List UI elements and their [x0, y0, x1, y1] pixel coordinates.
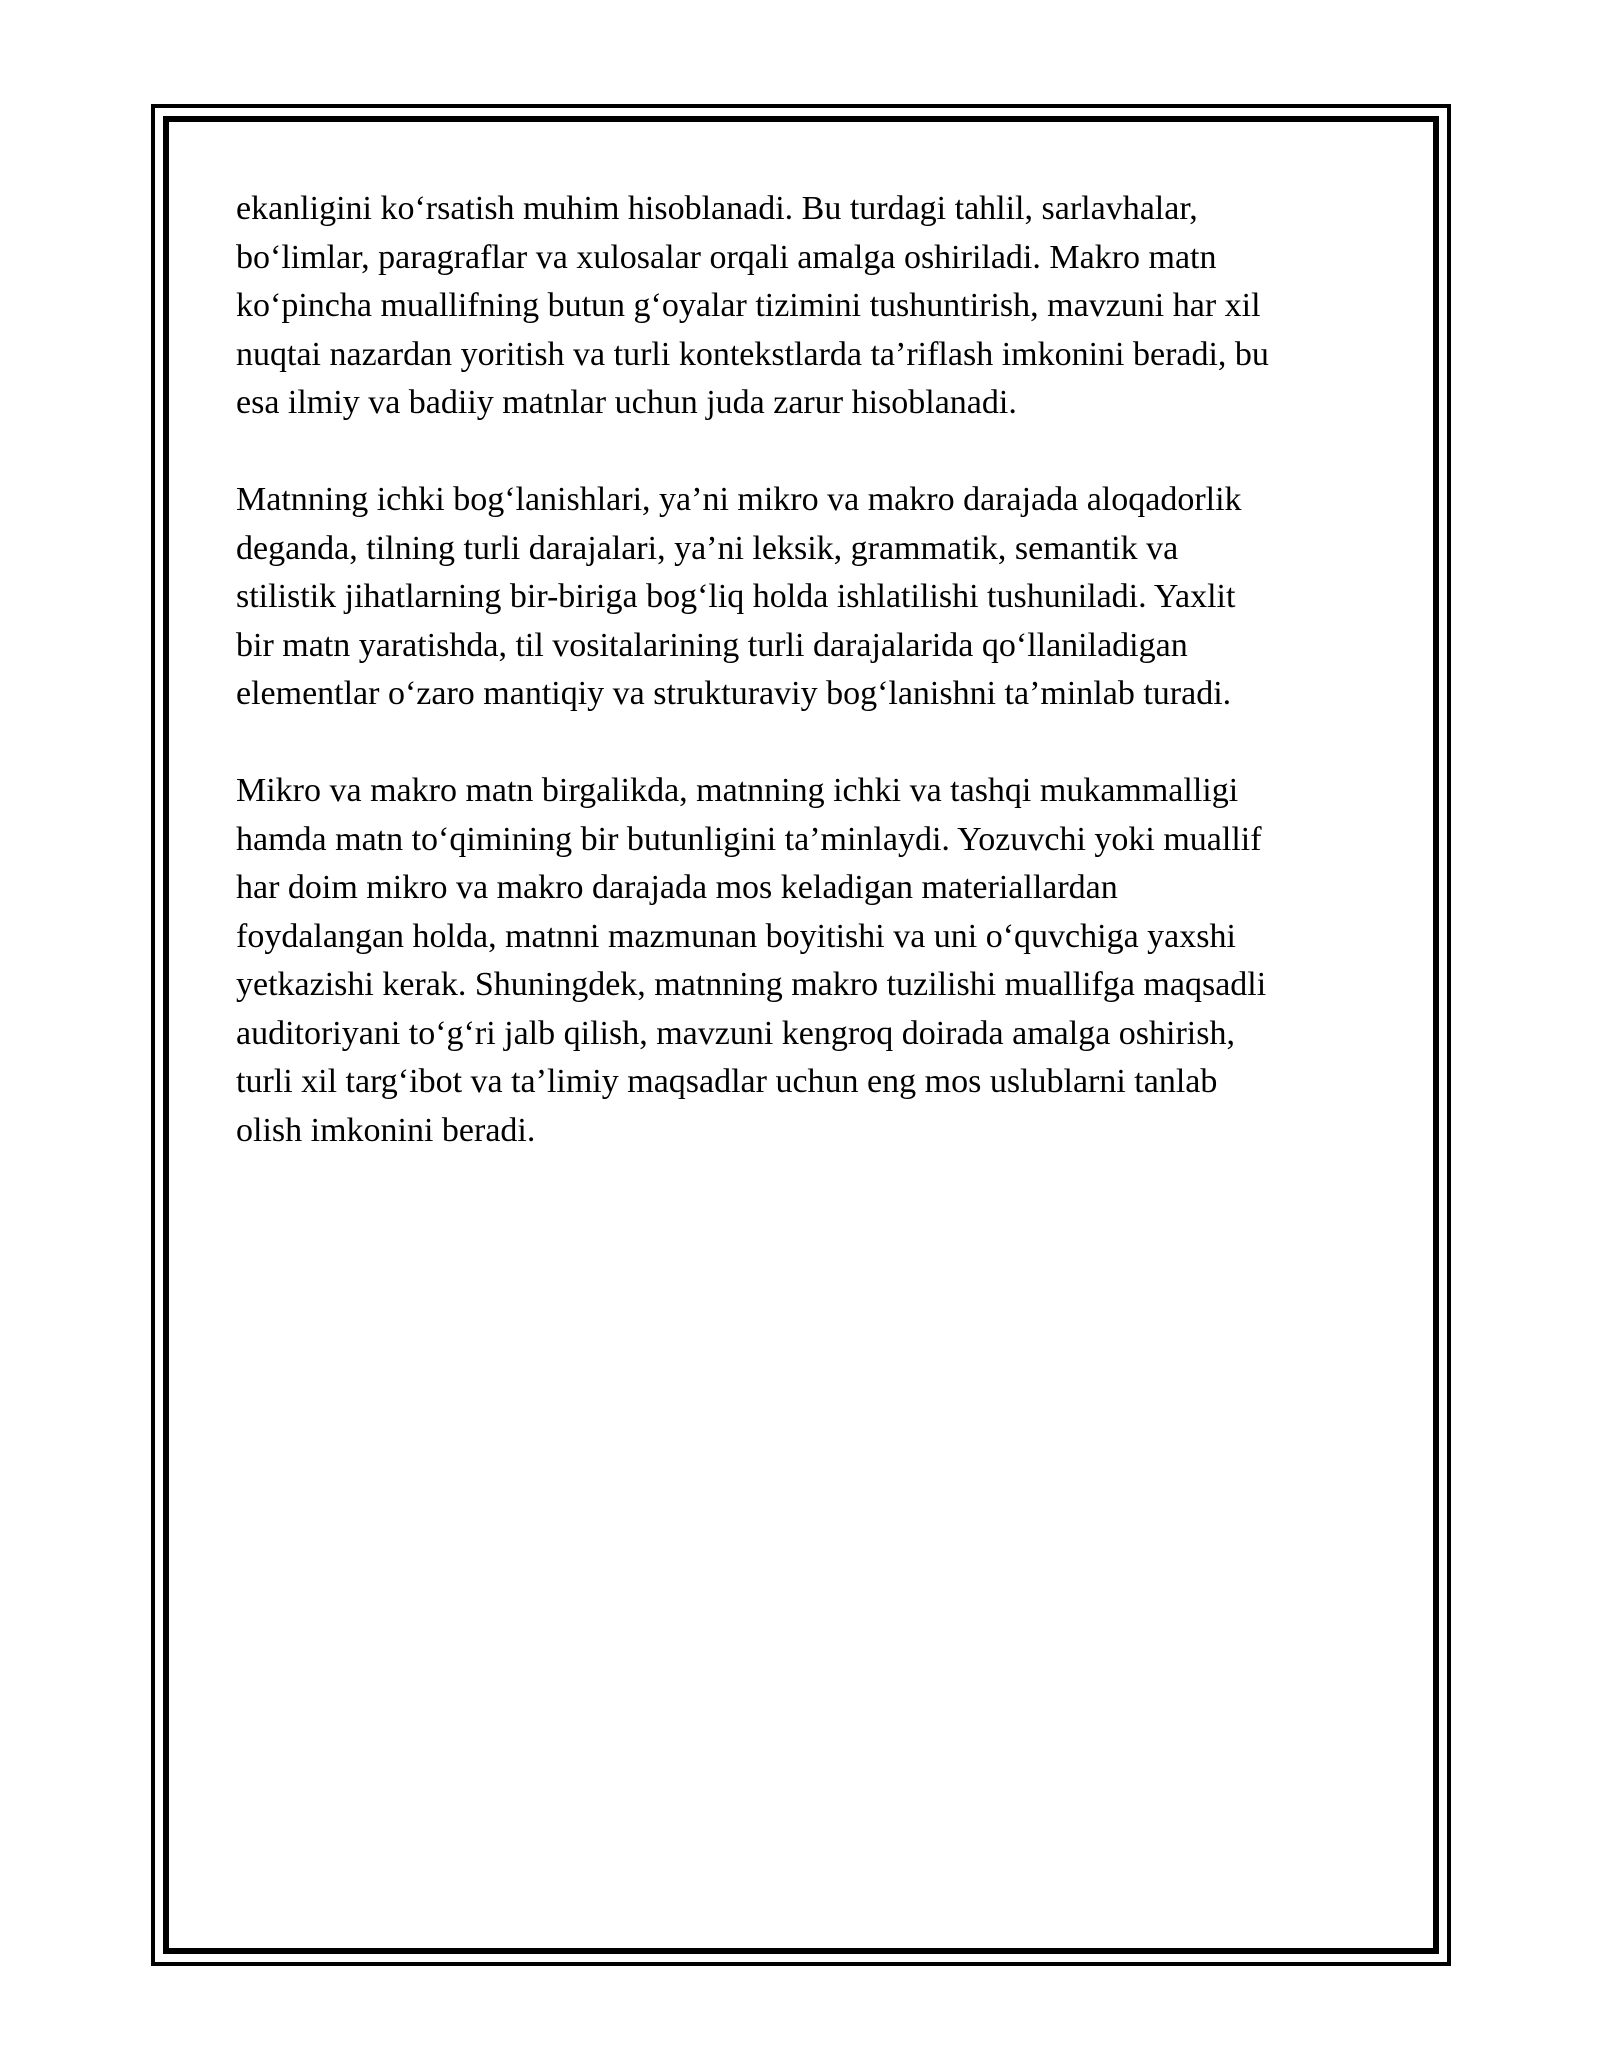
- paragraph-2: Matnning ichki bog‘lanishlari, ya’ni mikro va makro darajada aloqadorlik deganda, tilning turli darajalari, ya’ni leksik, grammatik, semantik va stilistik jihatlarning bir-biriga bog‘liq holda ishlatilishi tushuniladi. Yaxlit bir matn yaratishda, til vositalarining turli darajalarida qo‘llaniladigan elementlar o‘zaro mantiqiy va strukturaviy bog‘lanishni ta’minlab turadi.: [236, 481, 1242, 712]
- paragraph-1: ekanligini ko‘rsatish muhim hisoblanadi. Bu turdagi tahlil, sarlavhalar, bo‘limlar, paragraflar va xulosalar orqali amalga oshiriladi. Makro matn ko‘pincha muallifning butun g‘oyalar tizimini tushuntirish, mavzuni har xil nuqtai nazardan yoritish va turli kontekstlarda ta’riflash imkonini beradi, bu esa ilmiy va badiiy matnlar uchun juda zarur hisoblanadi.: [236, 190, 1269, 421]
- document-body: [236, 185, 1366, 1204]
- paragraph-3: Mikro va makro matn birgalikda, matnning ichki va tashqi mukammalligi hamda matn to‘qimining bir butunligini ta’minlaydi. Yozuvchi yoki muallif har doim mikro va makro darajada mos keladigan materiallardan foydalangan holda, matnni mazmunan boyitishi va uni o‘quvchiga yaxshi yetkazishi kerak. Shuningdek, matnning makro tuzilishi muallifga maqsadli auditoriyani to‘g‘ri jalb qilish, mavzuni kengroq doirada amalga oshirish, turli xil targ‘ibot va ta’limiy maqsadlar uchun eng mos uslublarni tanlab olish imkonini beradi.: [236, 772, 1267, 1149]
